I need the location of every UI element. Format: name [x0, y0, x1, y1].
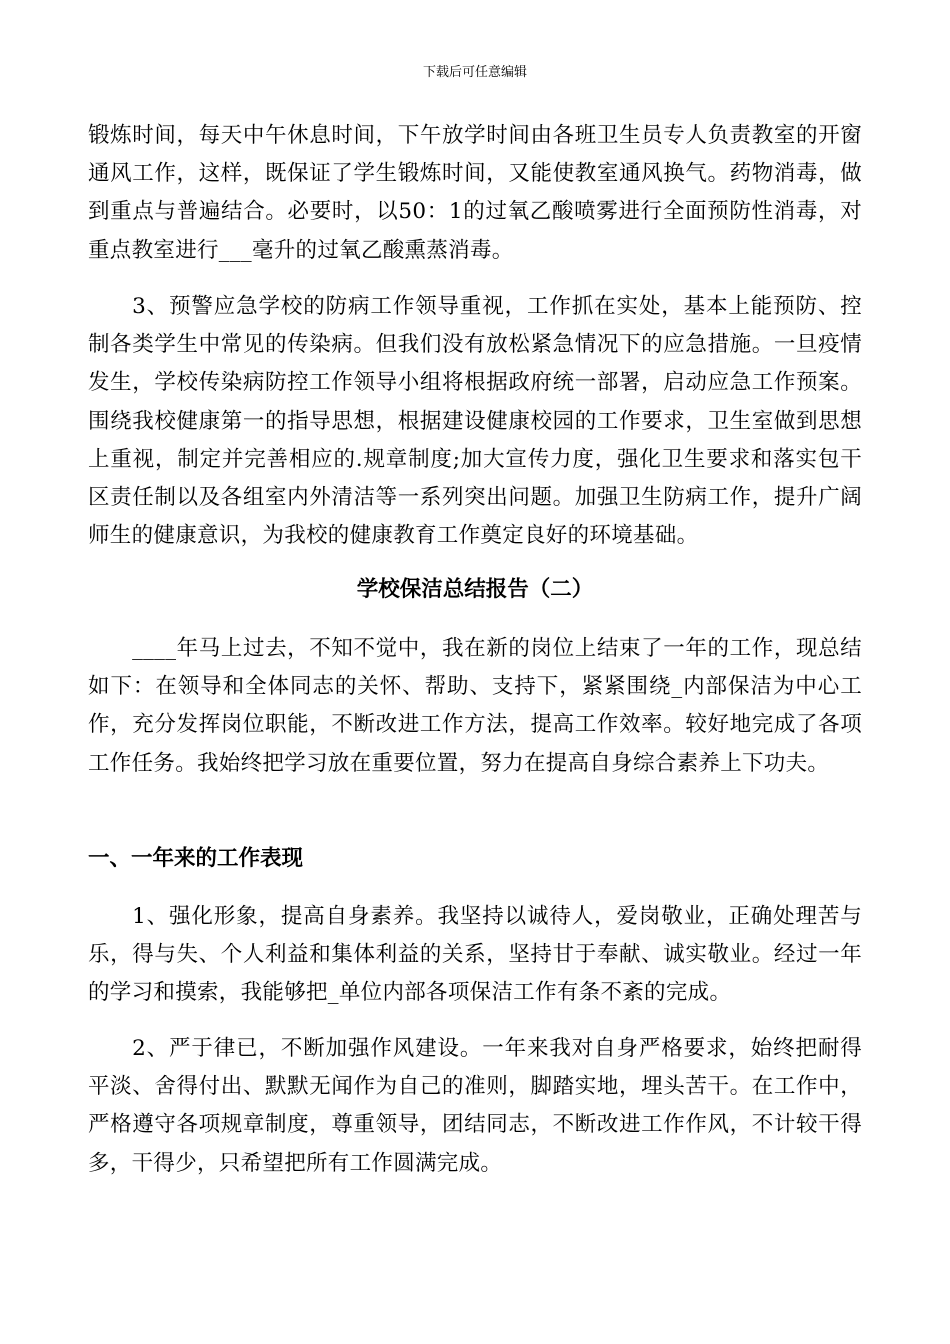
- paragraph-text: 锻炼时间，每天中午休息时间，下午放学时间由各班卫生员专人负责教室的开窗通风工作，这样，既保证了学生锻炼时间，又能使教室通风换气。药物消毒，做到重点与普遍结合。必要时，以50：1的过氧乙酸喷雾进行全面预防性消毒，对重点教室进行___毫升的过氧乙酸熏蒸消毒。: [88, 123, 862, 263]
- paragraph-text: 1、强化形象，提高自身素养。我坚持以诚待人，爱岗敬业，正确处理苦与乐，得与失、个人利益和集体利益的关系，坚持甘于奉献、诚实敬业。经过一年的学习和摸索，我能够把_单位内部各项保洁工作有条不紊的完成。: [88, 904, 862, 1006]
- paragraph-3: [88, 630, 862, 783]
- paragraph-1: [88, 117, 862, 270]
- paragraph-2: [88, 288, 862, 555]
- paragraph-text: 3、预警应急学校的防病工作领导重视，工作抓在实处，基本上能预防、控制各类学生中常见的传染病。但我们没有放松紧急情况下的应急措施。一旦疫情发生，学校传染病防控工作领导小组将根据政府统一部署，启动应急工作预案。围绕我校健康第一的指导思想，根据建设健康校园的工作要求，卫生室做到思想上重视，制定并完善相应的.规章制度;加大宣传力度，强化卫生要求和落实包干区责任制以及各组室内外清洁等一系列突出问题。加强卫生防病工作，提升广阔师生的健康意识，为我校的健康教育工作奠定良好的环境基础。: [88, 294, 862, 549]
- page-header: 下载后可任意编辑: [422, 65, 527, 80]
- paragraph-4: [88, 898, 862, 1013]
- paragraph-5: [88, 1030, 862, 1183]
- paragraph-text: 2、严于律已，不断加强作风建设。一年来我对自身严格要求，始终把耐得平淡、舍得付出、默默无闻作为自己的准则，脚踏实地，埋头苦干。在工作中，严格遵守各项规章制度，尊重领导，团结同志，不断改进工作作风，不计较干得多，干得少，只希望把所有工作圆满完成。: [88, 1036, 862, 1176]
- heading-work-performance: 一、一年来的工作表现: [88, 846, 304, 871]
- paragraph-text: ____年马上过去，不知不觉中，我在新的岗位上结束了一年的工作，现总结如下：在领导和全体同志的关怀、帮助、支持下，紧紧围绕_内部保洁为中心工作，充分发挥岗位职能，不断改进工作方法，提高工作效率。较好地完成了各项工作任务。我始终把学习放在重要位置，努力在提高自身综合素养上下功夫。: [88, 636, 862, 776]
- section-title: 学校保洁总结报告（二）: [356, 577, 594, 602]
